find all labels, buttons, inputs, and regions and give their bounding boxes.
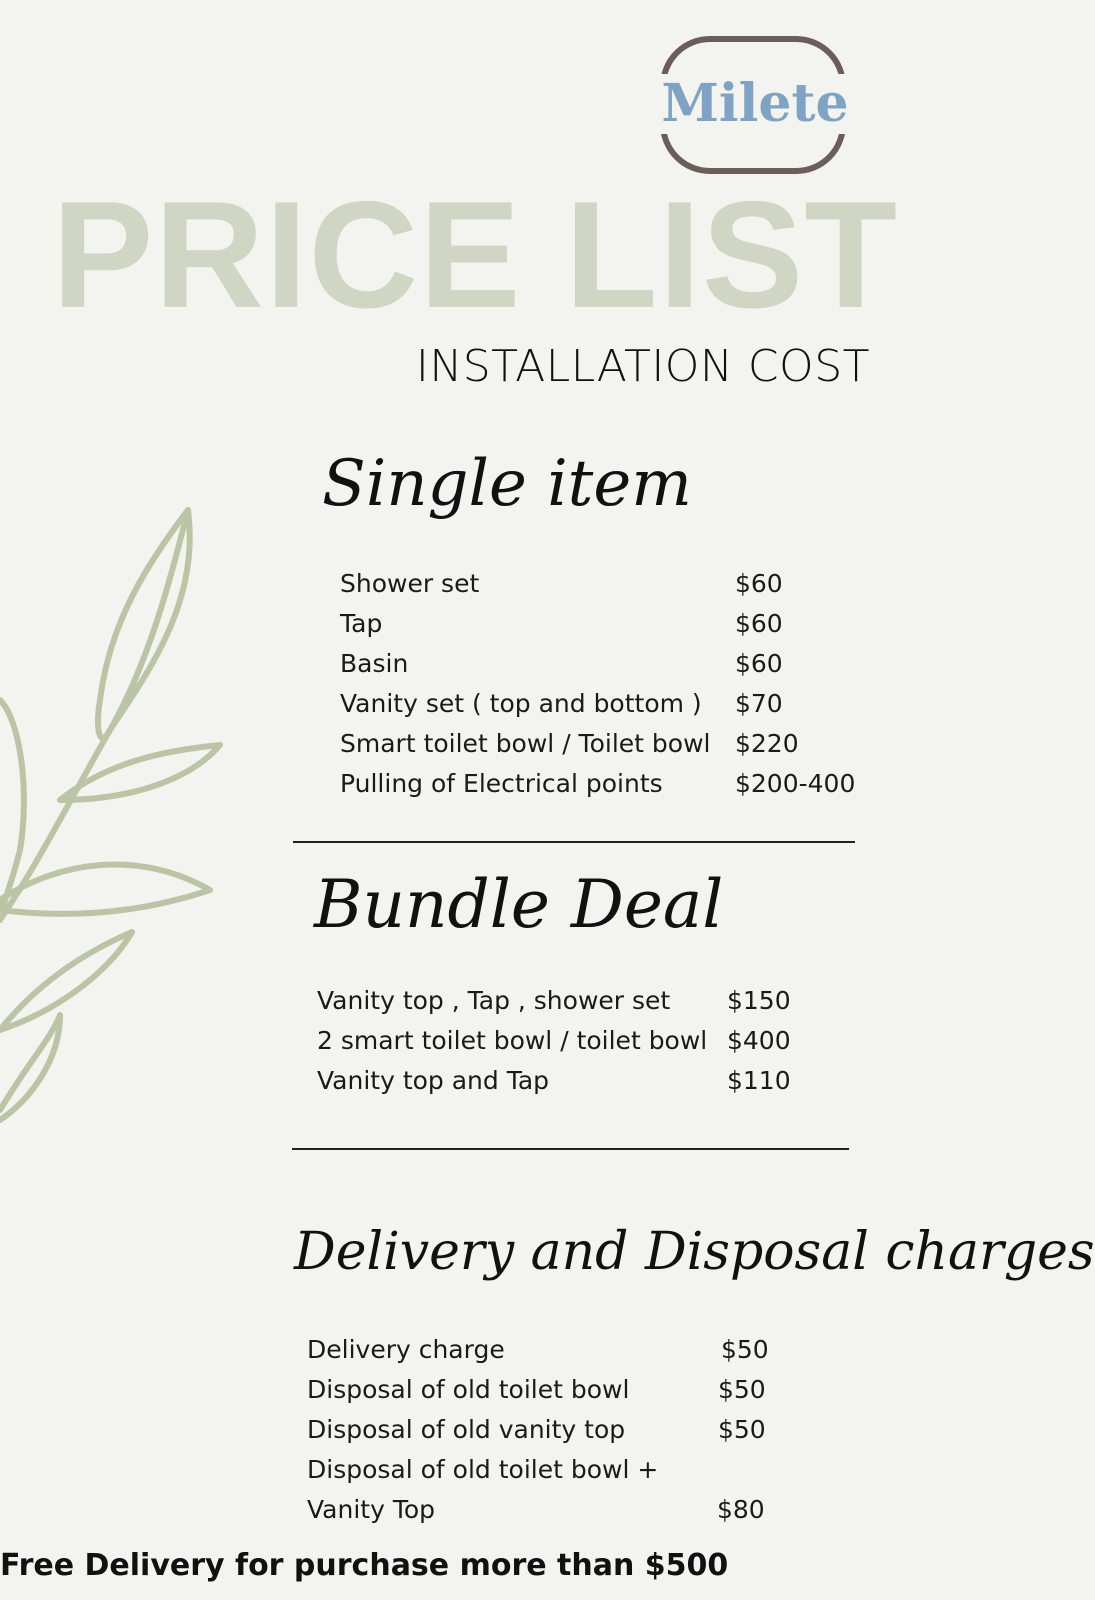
- item-name: Shower set: [340, 569, 480, 598]
- leaf-branch-icon: [0, 500, 240, 1320]
- page-subtitle: INSTALLATION COST: [415, 341, 870, 392]
- section-title-delivery-disposal: Delivery and Disposal charges: [294, 1222, 1095, 1282]
- item-price: $60: [735, 649, 783, 678]
- item-price: $200-400: [735, 769, 856, 798]
- item-name: Pulling of Electrical points: [340, 769, 663, 798]
- item-price: $110: [727, 1066, 791, 1095]
- item-price: $70: [735, 689, 783, 718]
- item-name: Vanity top and Tap: [317, 1066, 550, 1095]
- item-name: Delivery charge: [307, 1335, 505, 1364]
- item-price: $80: [717, 1495, 765, 1524]
- item-name: Vanity top , Tap , shower set: [317, 986, 671, 1015]
- item-name: Tap: [340, 609, 383, 638]
- item-price: $50: [718, 1375, 766, 1404]
- item-name: Smart toilet bowl / Toilet bowl: [340, 729, 711, 758]
- item-price: $50: [718, 1415, 766, 1444]
- item-name: Vanity set ( top and bottom ): [340, 689, 702, 718]
- section-title-single-item: Single item: [322, 447, 692, 521]
- item-name: Disposal of old vanity top: [307, 1415, 626, 1444]
- item-name: Basin: [340, 649, 409, 678]
- page-title: PRICE LIST: [52, 170, 899, 340]
- item-price: $60: [735, 569, 783, 598]
- item-price: $400: [727, 1026, 791, 1055]
- brand-logo: [650, 30, 860, 180]
- item-name: Vanity Top: [307, 1495, 436, 1524]
- item-name: Disposal of old toilet bowl: [307, 1375, 630, 1404]
- section-divider: [293, 841, 855, 843]
- item-price: $50: [721, 1335, 769, 1364]
- item-price: $220: [735, 729, 799, 758]
- footer-note: Free Delivery for purchase more than $500: [0, 1548, 729, 1583]
- logo-text: Milete: [650, 74, 860, 134]
- item-price: $150: [727, 986, 791, 1015]
- item-name: Disposal of old toilet bowl +: [307, 1455, 659, 1484]
- section-divider: [292, 1148, 849, 1150]
- item-name: 2 smart toilet bowl / toilet bowl: [317, 1026, 708, 1055]
- section-title-bundle-deal: Bundle Deal: [314, 866, 724, 943]
- item-price: $60: [735, 609, 783, 638]
